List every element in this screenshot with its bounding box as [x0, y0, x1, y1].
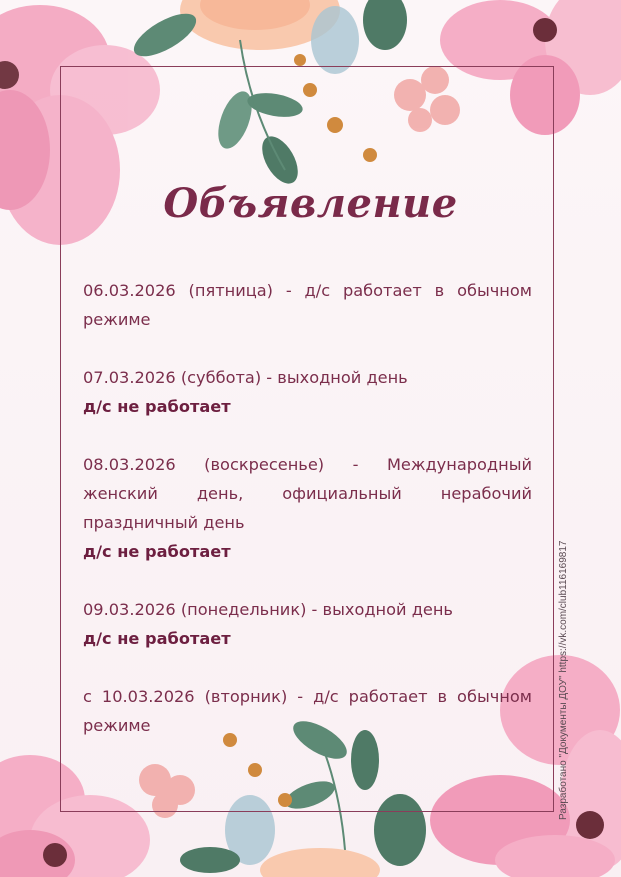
item-1-text: 06.03.2026 (пятница) - д/с работает в обычном режиме: [83, 281, 532, 329]
credit-text: Разработано "Документы ДОУ" https://vk.com/club116169817: [558, 540, 569, 820]
item-3-note: д/с не работает: [83, 542, 231, 561]
item-3-text: 08.03.2026 (воскресенье) - Международный женский день, официальный нерабочий праздничный день: [83, 455, 532, 532]
item-5-text: с 10.03.2026 (вторник) - д/с работает в обычном режиме: [83, 687, 532, 735]
item-4-note: д/с не работает: [83, 629, 231, 648]
item-4-text: 09.03.2026 (понедельник) - выходной день: [83, 600, 453, 619]
bottom-peach-rose: [260, 848, 380, 877]
announcement-content: [83, 276, 532, 740]
page-title: Объявление: [163, 180, 458, 227]
item-2-note: д/с не работает: [83, 397, 231, 416]
item-2-text: 07.03.2026 (суббота) - выходной день: [83, 368, 408, 387]
credit-note: [558, 520, 572, 820]
